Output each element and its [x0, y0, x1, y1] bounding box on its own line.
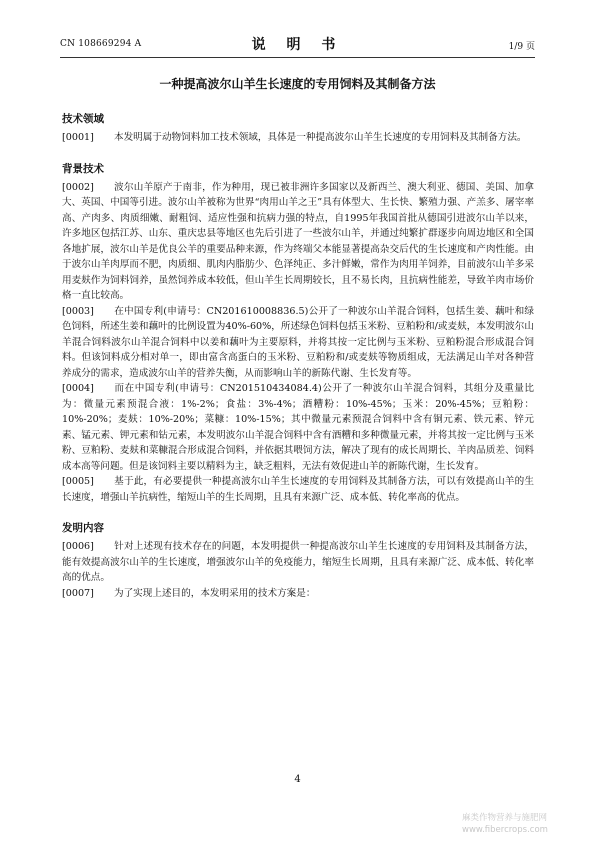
- paragraph: [62, 381, 534, 474]
- paragraph-number: [0006]: [62, 541, 94, 552]
- section-invention-content: [62, 521, 534, 601]
- watermark: [462, 812, 548, 836]
- paragraph-number: [0003]: [62, 305, 94, 317]
- section-heading: 技术领域: [62, 113, 104, 125]
- paragraph-text: 为了实现上述目的，本发明采用的技术方案是：: [114, 587, 316, 599]
- paragraph-text: 本发明属于动物饲料加工技术领域，具体是一种提高波尔山羊生长速度的专用饲料及其制备方法。: [114, 132, 527, 143]
- paragraph: [62, 130, 534, 146]
- paragraph-number: [0002]: [62, 181, 94, 193]
- paragraph-number: [0007]: [62, 587, 94, 599]
- paragraph: [62, 304, 534, 382]
- watermark-url: www.fibercrops.com: [462, 825, 548, 835]
- page-number: 4: [294, 774, 301, 785]
- document-title: 一种提高波尔山羊生长速度的专用饲料及其制备方法: [159, 77, 436, 91]
- section-technical-field: [62, 112, 534, 146]
- document-body: [62, 112, 534, 601]
- paragraph: [62, 539, 534, 586]
- paragraph-text: 波尔山羊原产于南非，作为种用，现已被非洲许多国家以及新西兰、澳大利亚、德国、美国、加拿大、英国、中国等引进。波尔山羊被称为世界“肉用山羊之王”具有体型大、生长快、繁殖力强、产羔多、屠宰率高、产肉多、肉质细嫩、耐粗饲、适应性强和抗病力强的特点，自1995年我国首批从德国引进波尔山羊以来，许多地区包括江苏、山东、重庆忠县等地区也先后引进了一些波尔山羊，并通过纯繁扩群逐步向周边地区和全国各地扩展，波尔山羊是优良公羊的重要品种来源，作为终端父本能显著提高杂交后代的生长速度和产肉性能。由于波尔山羊肉厚而不肥，肉质细、肌肉内脂肪少、色泽纯正、多汁鲜嫩，常作为肉用羊饲养，目前波尔山羊多采用麦麸作为饲料饲养，虽然饲养成本较低，但山羊生长周期较长，且不易长肉，且抗病性能差，导致羊肉市场价格一直比较高。: [62, 181, 534, 301]
- header-page-indicator: 1/9 页: [508, 42, 535, 52]
- section-heading: 发明内容: [62, 522, 104, 534]
- paragraph-number: [0005]: [62, 476, 94, 487]
- header-divider: [60, 57, 535, 58]
- paragraph: [62, 586, 534, 602]
- paragraph-text: 针对上述现有技术存在的问题，本发明提供一种提高波尔山羊生长速度的专用饲料及其制备方法，能有效提高波尔山羊的生长速度，增强波尔山羊的免疫能力，缩短生长周期，且具有来源广泛、成本低、转化率高的优点。: [62, 541, 534, 583]
- paragraph-text: 在中国专利(申请号：CN201610008836.5)公开了一种波尔山羊混合饲料，包括生姜、藕叶和绿色饲料，所述生姜和藕叶的比例设置为40%-60%，所述绿色饲料包括玉米粉、豆粕粉和/或麦麸，本发明波尔山羊混合饲料波尔山羊混合饲料中以姜和藕叶为主要原料，并将其按一定比例与玉米粉、豆粕粉混合形成混合饲料。但该饲料成分相对单一，即由富含高蛋白的玉米粉、豆粕粉和/或麦麸等物质组成，无法满足山羊对各种营养成分的需求，造成波尔山羊的营养失衡，从而影响山羊的新陈代谢、生长发育等。: [62, 305, 534, 379]
- section-heading: 背景技术: [62, 162, 104, 175]
- paragraph-text: 而在中国专利(申请号：CN201510434084.4)公开了一种波尔山羊混合饲料，其组分及重量比为：微量元素预混合液：1%-2%；食盐：3%-4%；酒糟粉：10%-45%；玉米：20%-45%；豆粕粉：10%-20%；麦麸：10%-20%；菜糠：10%-15%；其中微量元素预混合饲料中含有铜元素、铁元素、锌元素、锰元素、钾元素和钻元素，本发明波尔山羊混合饲料中含有酒糟和多种微量元素，并将其按一定比例与玉米粉、豆粕粉、麦麸和菜糠混合形成混合饲料，并依据其喂饲方法，解决了现有的成长周期长、羊肉品质差、饲料成本高等问题。但是该饲料主要以精料为主，缺乏粗料，无法有效促进山羊的新陈代谢，生长发育。: [62, 383, 534, 472]
- section-background: [62, 162, 534, 506]
- watermark-site-name: 麻类作物营养与施肥网: [462, 813, 548, 823]
- paragraph: [62, 180, 534, 304]
- paragraph-number: [0001]: [62, 132, 94, 143]
- publication-number: CN 108669294 A: [60, 39, 142, 49]
- page-header: [60, 34, 535, 54]
- paragraph: [62, 474, 534, 505]
- header-title: 说 明 书: [251, 37, 344, 53]
- paragraph-number: [0004]: [62, 383, 94, 394]
- paragraph-text: 基于此，有必要提供一种提高波尔山羊生长速度的专用饲料及其制备方法，可以有效提高山羊的生长速度，增强山羊抗病性，缩短山羊的生长周期，且具有来源广泛、成本低、转化率高的优点。: [62, 476, 534, 503]
